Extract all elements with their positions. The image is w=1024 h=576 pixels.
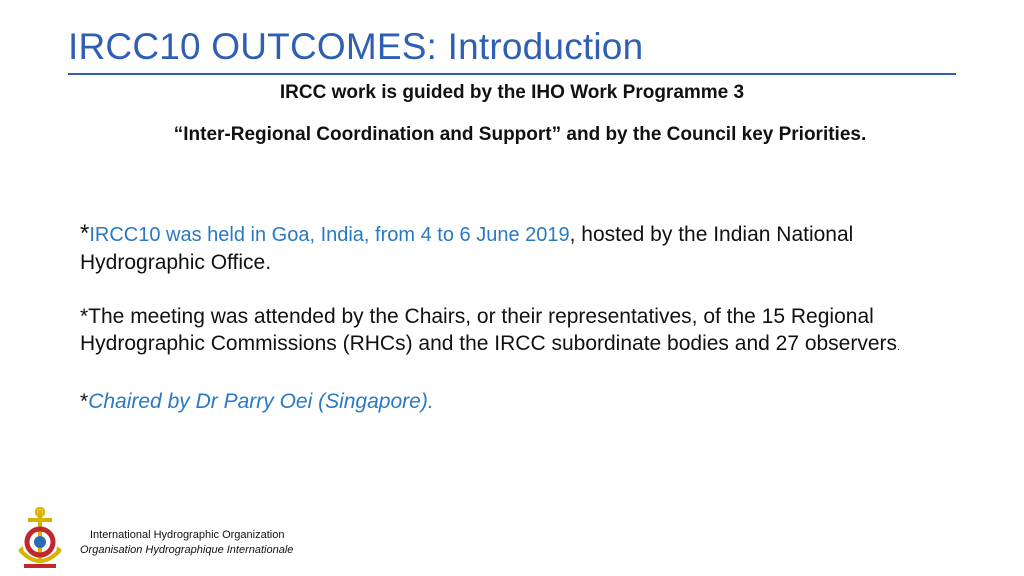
bullet-chair (80, 388, 940, 415)
footer (80, 528, 293, 558)
bullet-venue (80, 220, 940, 276)
attendance-dot: . (897, 342, 900, 353)
venue-highlight: IRCC10 was held in Goa, India, from 4 to 6 June 2019 (89, 224, 570, 246)
footer-org-french: Organisation Hydrographique Internationale (80, 544, 294, 556)
footer-org-english: International Hydrographic Organization (90, 529, 285, 541)
attendance-text: *The meeting was attended by the Chairs, or their representatives, of the 15 Regional Hydrographic Commissions (RHCs) and the IRCC subordinate bodies and 27 observers (80, 305, 898, 355)
bullet-list (80, 220, 940, 415)
bullet-star: * (80, 220, 90, 247)
bullet-attendance (80, 303, 940, 361)
subtitle-line-1: IRCC work is guided by the IHO Work Programme 3 (279, 82, 745, 103)
slide-title: IRCC10 OUTCOMES: Introduction (68, 26, 644, 67)
bullet-star: * (80, 390, 89, 413)
title-underline (68, 73, 956, 75)
chair-highlight: Chaired by Dr Parry Oei (Singapore). (88, 390, 434, 413)
subtitle-line-2: “Inter-Regional Coordination and Support” and by the Council key Priorities. (173, 124, 867, 145)
venue-rest: , hosted by the Indian National Hydrographic Office. (80, 223, 854, 274)
iho-logo-icon (14, 506, 66, 570)
